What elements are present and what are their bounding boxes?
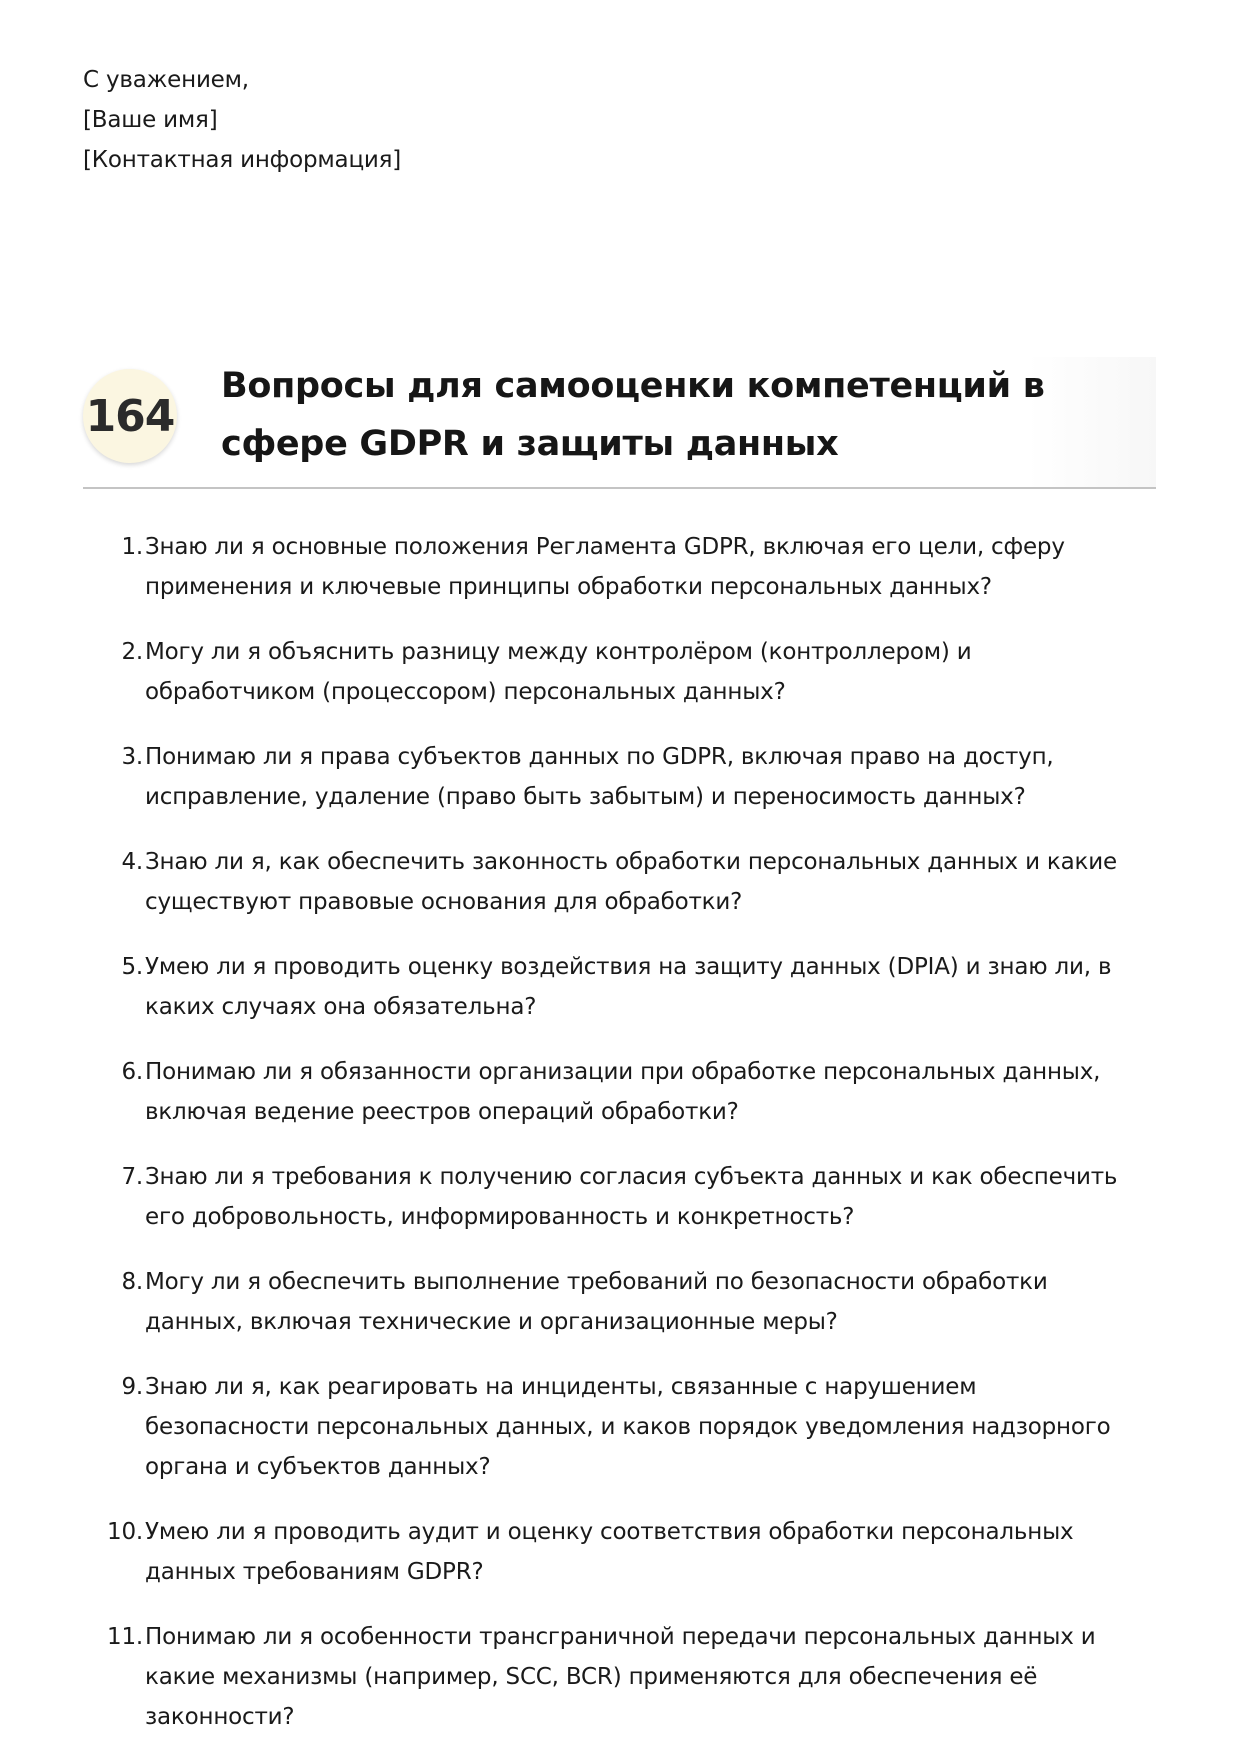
list-item [121,1262,1145,1342]
section-title: Вопросы для самооценки компетенций в сфере GDPR и защиты данных [221,366,1045,464]
list-item [121,527,1145,607]
list-item [121,1367,1145,1487]
list-item-number: 2. [121,639,143,665]
closing-contact-placeholder: [Контактная информация] [83,147,402,173]
list-item-number: 10. [107,1519,143,1545]
list-item-text: Знаю ли я основные положения Регламента GDPR, включая его цели, сферу применения и ключевые принципы обработки персональных данных? [145,534,1065,600]
list-item [121,1157,1145,1237]
list-item [107,1512,1145,1592]
list-item [121,1052,1145,1132]
list-item-text: Понимаю ли я обязанности организации при обработке персональных данных, включая ведение реестров операций обработки? [145,1059,1101,1125]
list-item-text: Понимаю ли я права субъектов данных по GDPR, включая право на доступ, исправление, удаление (право быть забытым) и переносимость данных? [145,744,1054,810]
list-item-text: Знаю ли я требования к получению согласия субъекта данных и как обеспечить его добровольность, информированность и конкретность? [145,1164,1118,1230]
list-item [121,632,1145,712]
list-item [121,947,1145,1027]
list-item-number: 6. [121,1059,143,1085]
question-list [107,527,1145,1762]
section-header [83,357,1156,489]
list-item-text: Могу ли я обеспечить выполнение требований по безопасности обработки данных, включая технические и организационные меры? [145,1269,1048,1335]
list-item-number: 11. [107,1624,143,1650]
list-item-text: Могу ли я объяснить разницу между контролёром (контроллером) и обработчиком (процессором) персональных данных? [145,639,972,705]
list-item [107,1617,1145,1737]
closing-greeting: С уважением, [83,67,249,93]
letter-closing [83,60,401,180]
list-item-number: 5. [121,954,143,980]
closing-name-placeholder: [Ваше имя] [83,107,218,133]
list-item-number: 8. [121,1269,143,1295]
section-number-badge: 164 [83,369,177,463]
list-item-text: Знаю ли я, как обеспечить законность обработки персональных данных и какие существуют правовые основания для обработки? [145,849,1117,915]
list-item-text: Понимаю ли я особенности трансграничной передачи персональных данных и какие механизмы (например, SCC, BCR) применяются для обеспечения её законности? [145,1624,1096,1730]
list-item-number: 3. [121,744,143,770]
list-item-number: 9. [121,1374,143,1400]
list-item-text: Знаю ли я, как реагировать на инциденты, связанные с нарушением безопасности персональных данных, и каков порядок уведомления надзорного органа и субъектов данных? [145,1374,1111,1480]
list-item [121,842,1145,922]
list-item-number: 4. [121,849,143,875]
list-item-text: Умею ли я проводить оценку воздействия на защиту данных (DPIA) и знаю ли, в каких случаях она обязательна? [145,954,1112,1020]
list-item-number: 1. [121,534,143,560]
list-item [121,737,1145,817]
list-item-text: Умею ли я проводить аудит и оценку соответствия обработки персональных данных требованиям GDPR? [145,1519,1074,1585]
list-item-number: 7. [121,1164,143,1190]
